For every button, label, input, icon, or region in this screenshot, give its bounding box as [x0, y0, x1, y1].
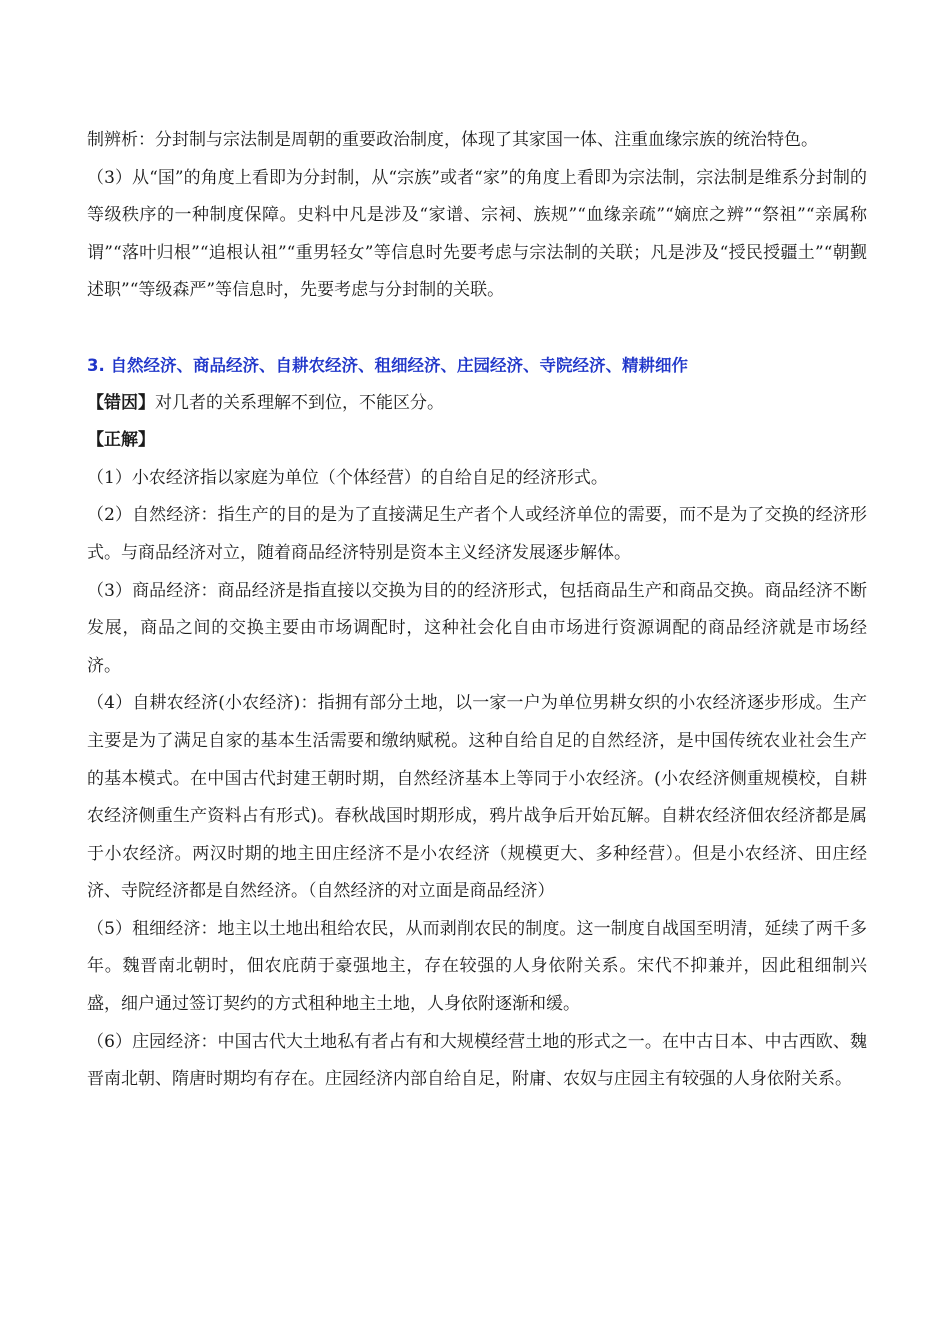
- document-page: [87, 122, 867, 1099]
- paragraph-zongfa-summary: 制辨析：分封制与宗法制是周朝的重要政治制度，体现了其家国一体、注重血缘宗族的统治特色。: [87, 130, 818, 150]
- answer-item-6: （6）庄园经济：中国古代大土地私有者占有和大规模经营土地的形式之一。在中古日本、中古西欧、魏晋南北朝、隋唐时期均有存在。庄园经济内部自给自足，附庸、农奴与庄园主有较强的人身依附关系。: [87, 1031, 867, 1090]
- answer-item-2: （2）自然经济：指生产的目的是为了直接满足生产者个人或经济单位的需要，而不是为了交换的经济形式。与商品经济对立，随着商品经济特别是资本主义经济发展逐步解体。: [87, 505, 867, 563]
- correct-answer-label: 【正解】: [87, 430, 155, 451]
- error-cause-line: [87, 385, 867, 423]
- error-cause-text: 对几者的关系理解不到位，不能区分。: [155, 392, 444, 413]
- answer-item-3: （3）商品经济：商品经济是指直接以交换为目的的经济形式，包括商品生产和商品交换。商品经济不断发展，商品之间的交换主要由市场调配时，这种社会化自由市场进行资源调配的商品经济就是市场经济。: [87, 580, 867, 676]
- section-spacer: [87, 310, 867, 347]
- answer-item-4: （4）自耕农经济(小农经济)：指拥有部分土地，以一家一户为单位男耕女织的小农经济逐步形成。生产主要是为了满足自家的基本生活需要和缴纳赋税。这种自给自足的自然经济，是中国传统农业社会生产的基本模式。在中国古代封建王朝时期，自然经济基本上等同于小农经济。(小农经济侧重规模校，自耕农经济侧重生产资料占有形式)。春秋战国时期形成，鸦片战争后开始瓦解。自耕农经济佃农经济都是属于小农经济。两汉时期的地主田庄经济不是小农经济（规模更大、多种经营）。但是小农经济、田庄经济、寺院经济都是自然经济。（自然经济的对立面是商品经济）: [87, 693, 867, 902]
- section-heading: 3. 自然经济、商品经济、自耕农经济、租细经济、庄园经济、寺院经济、精耕细作: [87, 355, 688, 375]
- error-cause-label: 【错因】: [87, 392, 155, 413]
- answer-item-1: （1）小农经济指以家庭为单位（个体经营）的自给自足的经济形式。: [87, 467, 608, 488]
- answer-item-5: （5）租细经济：地主以土地出租给农民，从而剥削农民的制度。这一制度自战国至明清，延续了两千多年。魏晋南北朝时，佃农庇荫于豪强地主，存在较强的人身依附关系。宋代不抑兼并，因此租细制兴盛，细户通过签订契约的方式租种地主土地，人身依附逐渐和缓。: [87, 918, 867, 1015]
- paragraph-zongfa-point-3: （3）从“国”的角度上看即为分封制，从“宗族”或者“家”的角度上看即为宗法制，宗法制是维系分封制的等级秩序的一种制度保障。史料中凡是涉及“家谱、宗祠、族规”“血缘亲疏”“嫡庶之辨”“祭祖”“亲属称谓”“落叶归根”“追根认祖”“重男轻女”等信息时先要考虑与宗法制的关联；凡是涉及“授民授疆土”“朝觐述职”“等级森严”等信息时，先要考虑与分封制的关联。: [87, 167, 867, 301]
